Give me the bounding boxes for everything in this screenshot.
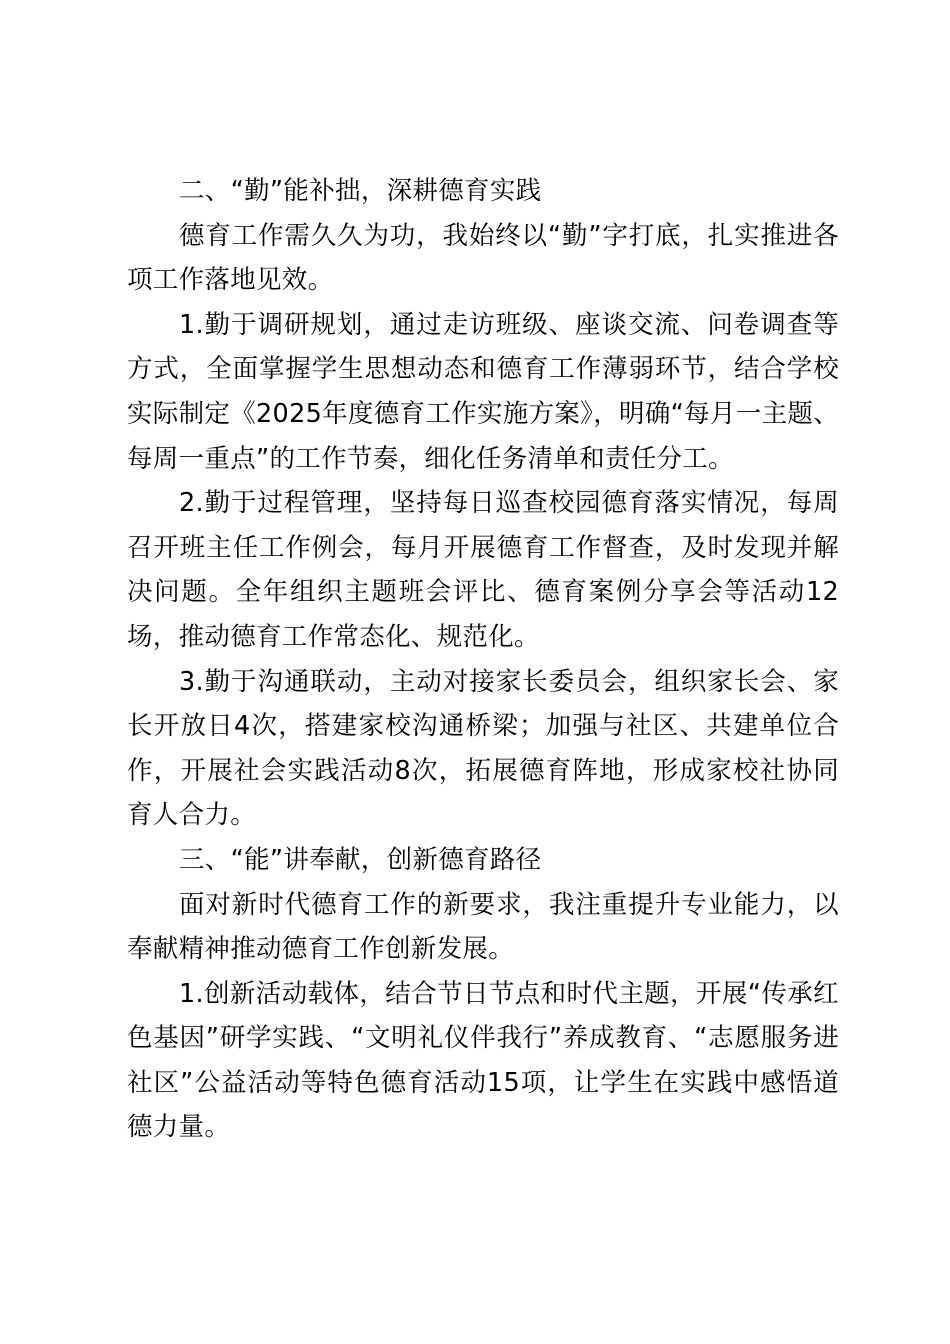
paragraph-intro-3: 面对新时代德育工作的新要求，我注重提升专业能力，以奉献精神推动德育工作创新发展。 (127, 889, 839, 965)
paragraph-item-2-2: 2.勤于过程管理，坚持每日巡查校园德育落实情况，每周召开班主任工作例会，每月开展德育工作督查，及时发现并解决问题。全年组织主题班会评比、德育案例分享会等活动12场，推动德育工作常态化、规范化。 (127, 488, 839, 652)
paragraph-item-3-1: 1.创新活动载体，结合节日节点和时代主题，开展“传承红色基因”研学实践、“文明礼仪伴我行”养成教育、“志愿服务进社区”公益活动等特色德育活动15项，让学生在实践中感悟道德力量。 (127, 978, 839, 1143)
section-heading-3: 三、“能”讲奉献，创新德育路径 (179, 844, 542, 875)
document-body (127, 169, 839, 1150)
paragraph-item-2-1: 1.勤于调研规划，通过走访班级、座谈交流、问卷调查等方式，全面掌握学生思想动态和德育工作薄弱环节，结合学校实际制定《2025年度德育工作实施方案》，明确“每月一主题、每周一重点”的工作节奏，细化任务清单和责任分工。 (127, 309, 839, 474)
paragraph-item-2-3: 3.勤于沟通联动，主动对接家长委员会，组织家长会、家长开放日4次，搭建家校沟通桥梁；加强与社区、共建单位合作，开展社会实践活动8次，拓展德育阵地，形成家校社协同育人合力。 (127, 666, 839, 831)
paragraph-intro-2: 德育工作需久久为功，我始终以“勤”字打底，扎实推进各项工作落地见效。 (127, 220, 839, 296)
section-heading-2: 二、“勤”能补拙，深耕德育实践 (179, 176, 542, 206)
